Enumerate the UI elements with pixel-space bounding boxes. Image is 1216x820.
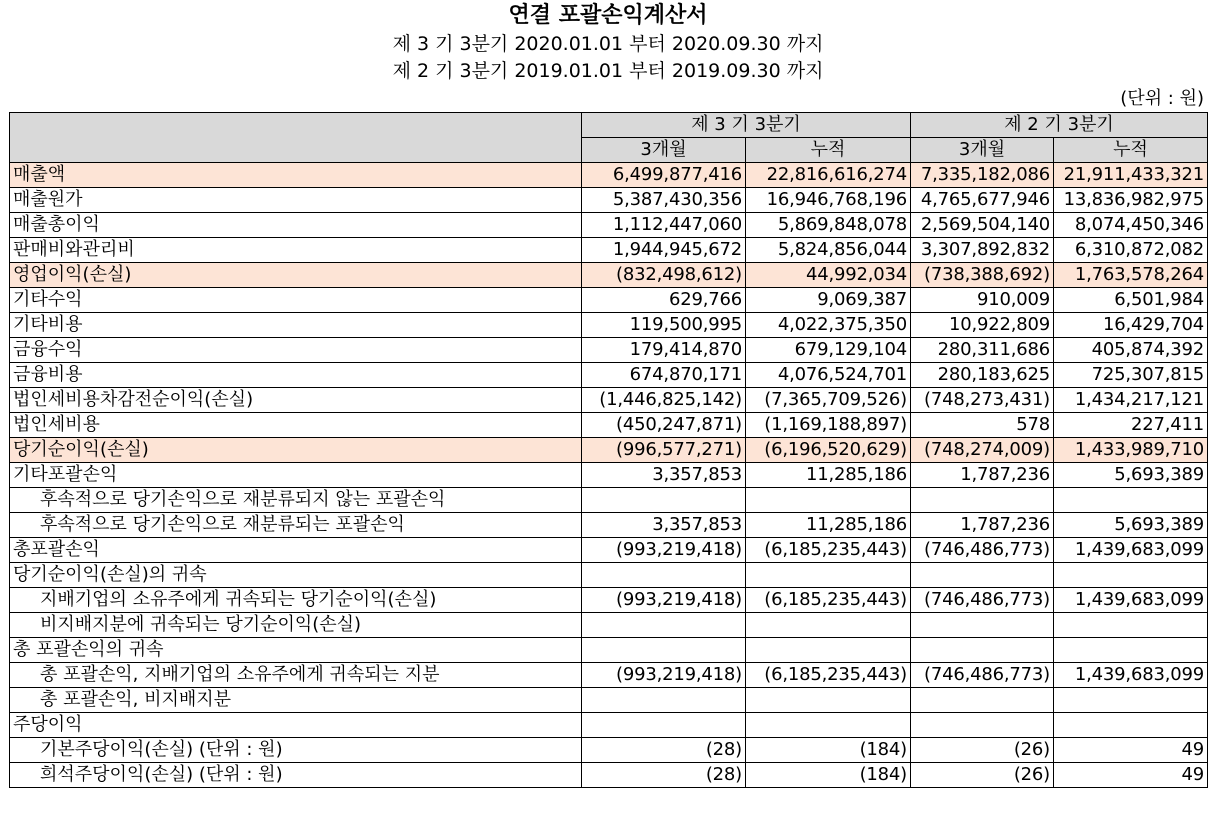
row-value xyxy=(911,488,1054,513)
row-value: (7,365,709,526) xyxy=(746,388,911,413)
table-row xyxy=(10,388,1208,413)
row-value: (746,486,773) xyxy=(911,663,1054,688)
row-value: 1,433,989,710 xyxy=(1054,438,1208,463)
row-value: 5,693,389 xyxy=(1054,463,1208,488)
table-row xyxy=(10,638,1208,663)
row-label: 총 포괄손익, 비지배지분 xyxy=(10,688,582,713)
table-row xyxy=(10,663,1208,688)
row-value xyxy=(582,613,746,638)
row-value xyxy=(746,563,911,588)
row-value xyxy=(746,488,911,513)
row-value: 1,787,236 xyxy=(911,513,1054,538)
row-value: (26) xyxy=(911,763,1054,788)
row-value: (184) xyxy=(746,738,911,763)
row-value xyxy=(582,638,746,663)
row-label: 비지배지분에 귀속되는 당기순이익(손실) xyxy=(10,613,582,638)
row-label: 매출액 xyxy=(10,163,582,188)
row-value: 5,387,430,356 xyxy=(582,188,746,213)
current-period: 제 3 기 3분기 2020.01.01 부터 2020.09.30 까지 xyxy=(392,33,824,55)
row-value: (746,486,773) xyxy=(911,538,1054,563)
row-value: (184) xyxy=(746,763,911,788)
row-value xyxy=(582,688,746,713)
row-value: (1,169,188,897) xyxy=(746,413,911,438)
row-value: (26) xyxy=(911,738,1054,763)
header-prior-period: 제 2 기 3분기 xyxy=(911,113,1208,138)
row-value xyxy=(911,563,1054,588)
row-value: 629,766 xyxy=(582,288,746,313)
row-label: 기타비용 xyxy=(10,313,582,338)
table-row xyxy=(10,213,1208,238)
row-value: 280,183,625 xyxy=(911,363,1054,388)
row-value: 405,874,392 xyxy=(1054,338,1208,363)
row-value xyxy=(746,638,911,663)
row-value xyxy=(746,713,911,738)
row-label: 당기순이익(손실) xyxy=(10,438,582,463)
row-value xyxy=(911,638,1054,663)
row-value: 49 xyxy=(1054,763,1208,788)
row-value xyxy=(746,688,911,713)
header-col-cum-current: 누적 xyxy=(746,138,911,163)
row-label: 금융비용 xyxy=(10,363,582,388)
row-value: (993,219,418) xyxy=(582,588,746,613)
row-label: 금융수익 xyxy=(10,338,582,363)
row-value xyxy=(746,613,911,638)
row-label: 기타포괄손익 xyxy=(10,463,582,488)
row-value xyxy=(1054,613,1208,638)
row-value: 9,069,387 xyxy=(746,288,911,313)
row-value: (748,274,009) xyxy=(911,438,1054,463)
row-label: 기본주당이익(손실) (단위 : 원) xyxy=(10,738,582,763)
row-label: 후속적으로 당기손익으로 재분류되지 않는 포괄손익 xyxy=(10,488,582,513)
table-row xyxy=(10,613,1208,638)
table-row xyxy=(10,488,1208,513)
row-label: 당기순이익(손실)의 귀속 xyxy=(10,563,582,588)
prior-period: 제 2 기 3분기 2019.01.01 부터 2019.09.30 까지 xyxy=(392,60,824,82)
row-value: 7,335,182,086 xyxy=(911,163,1054,188)
table-row xyxy=(10,238,1208,263)
row-label: 영업이익(손실) xyxy=(10,263,582,288)
table-row xyxy=(10,563,1208,588)
row-label: 총 포괄손익, 지배기업의 소유주에게 귀속되는 지분 xyxy=(10,663,582,688)
row-value: 4,076,524,701 xyxy=(746,363,911,388)
row-value: 6,501,984 xyxy=(1054,288,1208,313)
row-value: 10,922,809 xyxy=(911,313,1054,338)
header-col-3m-prior: 3개월 xyxy=(911,138,1054,163)
row-value: (6,185,235,443) xyxy=(746,663,911,688)
table-row xyxy=(10,363,1208,388)
row-value: 119,500,995 xyxy=(582,313,746,338)
row-value: (996,577,271) xyxy=(582,438,746,463)
row-value: 11,285,186 xyxy=(746,513,911,538)
row-value xyxy=(1054,563,1208,588)
row-value: 674,870,171 xyxy=(582,363,746,388)
table-row xyxy=(10,538,1208,563)
row-value: 4,765,677,946 xyxy=(911,188,1054,213)
row-value: 280,311,686 xyxy=(911,338,1054,363)
row-value xyxy=(582,713,746,738)
row-value: 3,357,853 xyxy=(582,463,746,488)
row-value: (748,273,431) xyxy=(911,388,1054,413)
row-label: 기타수익 xyxy=(10,288,582,313)
header-row-1 xyxy=(10,113,1208,138)
header-col-cum-prior: 누적 xyxy=(1054,138,1208,163)
table-row xyxy=(10,263,1208,288)
row-value: 1,944,945,672 xyxy=(582,238,746,263)
table-row xyxy=(10,413,1208,438)
row-value: 5,824,856,044 xyxy=(746,238,911,263)
statement-title: 연결 포괄손익계산서 xyxy=(508,3,708,28)
row-value xyxy=(911,613,1054,638)
row-value: (993,219,418) xyxy=(582,538,746,563)
row-value: 725,307,815 xyxy=(1054,363,1208,388)
row-value: 1,439,683,099 xyxy=(1054,538,1208,563)
row-value: 227,411 xyxy=(1054,413,1208,438)
row-value: 13,836,982,975 xyxy=(1054,188,1208,213)
row-value: 6,310,872,082 xyxy=(1054,238,1208,263)
row-label: 총 포괄손익의 귀속 xyxy=(10,638,582,663)
row-value xyxy=(582,563,746,588)
row-value xyxy=(1054,713,1208,738)
row-value: 1,439,683,099 xyxy=(1054,588,1208,613)
unit-label: (단위 : 원) xyxy=(1120,88,1204,109)
income-statement-table xyxy=(9,112,1208,788)
row-value xyxy=(911,713,1054,738)
table-row xyxy=(10,313,1208,338)
table-row xyxy=(10,738,1208,763)
header-col-3m-current: 3개월 xyxy=(582,138,746,163)
table-row xyxy=(10,288,1208,313)
table-row xyxy=(10,163,1208,188)
table-body xyxy=(10,163,1208,788)
row-label: 주당이익 xyxy=(10,713,582,738)
row-value: 1,439,683,099 xyxy=(1054,663,1208,688)
row-value xyxy=(911,688,1054,713)
row-value xyxy=(1054,638,1208,663)
row-value xyxy=(1054,688,1208,713)
header-current-period: 제 3 기 3분기 xyxy=(582,113,911,138)
row-value: (28) xyxy=(582,738,746,763)
row-value: 3,307,892,832 xyxy=(911,238,1054,263)
table-row xyxy=(10,463,1208,488)
row-value: (28) xyxy=(582,763,746,788)
table-row xyxy=(10,438,1208,463)
row-value xyxy=(1054,488,1208,513)
table-row xyxy=(10,513,1208,538)
row-value: 16,429,704 xyxy=(1054,313,1208,338)
table-row xyxy=(10,688,1208,713)
row-label: 법인세비용 xyxy=(10,413,582,438)
table-row xyxy=(10,338,1208,363)
row-value: (6,196,520,629) xyxy=(746,438,911,463)
row-value: (1,446,825,142) xyxy=(582,388,746,413)
row-label: 후속적으로 당기손익으로 재분류되는 포괄손익 xyxy=(10,513,582,538)
row-value: 1,787,236 xyxy=(911,463,1054,488)
table-row xyxy=(10,188,1208,213)
row-value: 1,112,447,060 xyxy=(582,213,746,238)
row-value: 49 xyxy=(1054,738,1208,763)
row-value: (6,185,235,443) xyxy=(746,538,911,563)
row-value: 3,357,853 xyxy=(582,513,746,538)
row-value: 22,816,616,274 xyxy=(746,163,911,188)
row-label: 희석주당이익(손실) (단위 : 원) xyxy=(10,763,582,788)
table-row xyxy=(10,588,1208,613)
row-label: 지배기업의 소유주에게 귀속되는 당기순이익(손실) xyxy=(10,588,582,613)
row-value: 11,285,186 xyxy=(746,463,911,488)
row-label: 매출총이익 xyxy=(10,213,582,238)
header-blank xyxy=(10,113,582,163)
row-value: (6,185,235,443) xyxy=(746,588,911,613)
row-value: 4,022,375,350 xyxy=(746,313,911,338)
row-value: 5,869,848,078 xyxy=(746,213,911,238)
row-value: 1,763,578,264 xyxy=(1054,263,1208,288)
row-value: 179,414,870 xyxy=(582,338,746,363)
row-value: 44,992,034 xyxy=(746,263,911,288)
row-value: (993,219,418) xyxy=(582,663,746,688)
row-value: 1,434,217,121 xyxy=(1054,388,1208,413)
row-value: 21,911,433,321 xyxy=(1054,163,1208,188)
row-label: 총포괄손익 xyxy=(10,538,582,563)
row-value: (738,388,692) xyxy=(911,263,1054,288)
table-row xyxy=(10,763,1208,788)
row-label: 법인세비용차감전순이익(손실) xyxy=(10,388,582,413)
row-value: 679,129,104 xyxy=(746,338,911,363)
row-label: 매출원가 xyxy=(10,188,582,213)
row-value: (450,247,871) xyxy=(582,413,746,438)
row-value: 5,693,389 xyxy=(1054,513,1208,538)
row-value: (746,486,773) xyxy=(911,588,1054,613)
row-value: 16,946,768,196 xyxy=(746,188,911,213)
row-value: 578 xyxy=(911,413,1054,438)
row-value: 6,499,877,416 xyxy=(582,163,746,188)
row-value: 2,569,504,140 xyxy=(911,213,1054,238)
row-label: 판매비와관리비 xyxy=(10,238,582,263)
row-value: 8,074,450,346 xyxy=(1054,213,1208,238)
row-value: 910,009 xyxy=(911,288,1054,313)
row-value: (832,498,612) xyxy=(582,263,746,288)
table-row xyxy=(10,713,1208,738)
row-value xyxy=(582,488,746,513)
